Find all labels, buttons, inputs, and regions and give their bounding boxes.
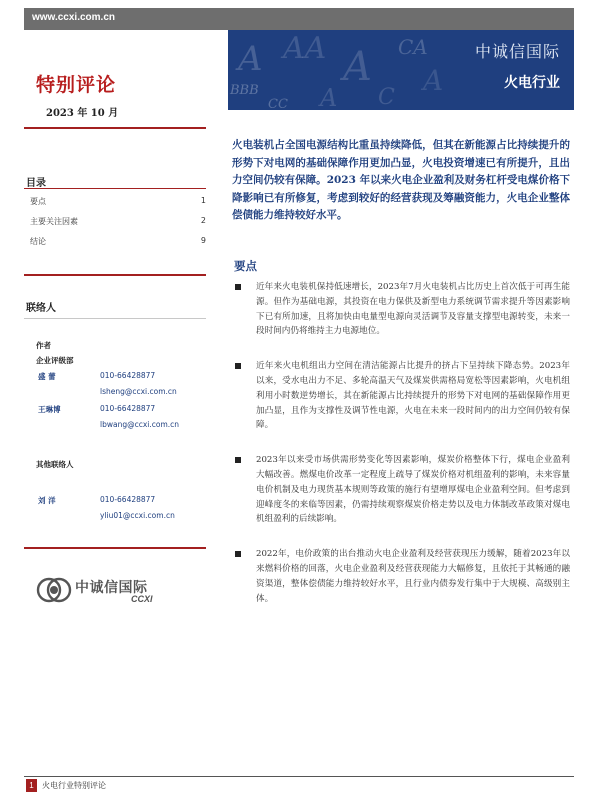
key-point-text: 近年来火电装机保持低速增长，2023年7月火电装机占比历史上首次低于可再生能源。但作为基础电源，其投资在电力保供及新型电力系统调节需求提升等因素影响下已有所加速，且将加快由电量型电源向灵活调节及容量支撑型电源转变，未来一段时间内仍将维持主力电源地位。 xyxy=(256,282,570,337)
contact-phone: 010-66428877 xyxy=(100,495,156,504)
author-email[interactable]: lbwang@ccxi.com.cn xyxy=(100,420,180,429)
sidebar-divider xyxy=(24,547,206,549)
summary-paragraph: 火电装机占全国电源结构比重虽持续降低，但其在新能源占比持续提升的形势下对电网的基础保障作用更加凸显，火电投资增速已有所提升，且出力空间仍较有保障。2023 年以来火电企业盈利及财务杠杆受电煤价格下降影响已有所修复，考虑到较好的经营获现及筹融资能力，火电企业整体偿债能力维持较好水平。 xyxy=(232,139,570,221)
toc-item-label: 要点 xyxy=(30,197,46,206)
banner-letter: A xyxy=(238,39,263,79)
toc-item-page: 9 xyxy=(200,236,206,245)
banner-letter: CC xyxy=(268,97,288,110)
author-name: 盛 蕾 xyxy=(38,372,56,381)
header-banner xyxy=(228,30,574,110)
bullet-square-icon xyxy=(235,284,241,290)
department-label: 企业评级部 xyxy=(36,356,74,365)
sidebar-divider xyxy=(24,274,206,276)
page-number: 1 xyxy=(26,779,37,792)
toc-item[interactable] xyxy=(30,196,206,216)
logo-text-en: CCXI xyxy=(131,594,153,604)
site-url[interactable]: www.ccxi.com.cn xyxy=(32,12,115,23)
top-url-bar xyxy=(24,8,574,30)
toc-item-label: 结论 xyxy=(30,237,46,246)
banner-industry: 火电行业 xyxy=(504,75,560,91)
list-item xyxy=(234,359,570,433)
banner-letter: A xyxy=(343,44,372,90)
toc-item[interactable] xyxy=(30,236,206,256)
author-phone: 010-66428877 xyxy=(100,371,156,380)
bullet-square-icon xyxy=(235,551,241,557)
footer-title: 火电行业特别评论 xyxy=(42,781,106,790)
key-points-list xyxy=(234,280,570,606)
author-email[interactable]: lsheng@ccxi.com.cn xyxy=(100,387,177,396)
footer-divider xyxy=(24,776,574,777)
toc-title: 目录 xyxy=(26,178,46,189)
banner-letter: BBB xyxy=(230,83,259,98)
report-type: 特别评论 xyxy=(36,74,117,96)
banner-letter: AA xyxy=(283,31,327,66)
author-phone: 010-66428877 xyxy=(100,404,156,413)
key-point-text: 2023年以来受市场供需形势变化等因素影响，煤炭价格整体下行，煤电企业盈利大幅改善。燃煤电价改革一定程度上疏导了煤炭价格对机组盈利的影响，未来容量电价机制及电力现货基本规则等政策的施行有望增厚煤电企业盈利空间。但考虑到迎峰度冬的来临等因素，仍需持续观察煤炭价格走势以及电力体制改革政策对煤电机组盈利的后续影响。 xyxy=(256,455,570,525)
toc-item-page: 2 xyxy=(200,216,206,225)
sidebar-divider xyxy=(24,127,206,129)
banner-letter: C xyxy=(378,85,395,110)
bullet-square-icon xyxy=(235,457,241,463)
authors-label: 作者 xyxy=(36,341,51,350)
rating-letters-decoration xyxy=(228,30,458,110)
contacts-divider xyxy=(24,318,206,319)
contact-email[interactable]: yliu01@ccxi.com.cn xyxy=(100,511,175,520)
toc-item-label: 主要关注因素 xyxy=(30,217,78,226)
toc-item[interactable] xyxy=(30,216,206,236)
key-points-title: 要点 xyxy=(234,259,257,273)
banner-brand-name: 中诚信国际 xyxy=(474,42,560,61)
contacts-title: 联络人 xyxy=(26,303,56,314)
ccxi-logo-icon xyxy=(36,575,72,605)
toc-item-page: 1 xyxy=(200,196,206,205)
key-point-text: 近年来火电机组出力空间在清洁能源占比提升的挤占下呈持续下降态势。2023年以来，受水电出力不足、多轮高温天气及煤炭供需格局宽松等因素影响，火电机组利用小时数逆势增长，其在新能源占比持续提升的形势下对电网的基础保障作用更加凸显，且作为支撑性及调节性电源，火电在未来一段时间内的出力空间仍较有保障。 xyxy=(256,361,570,431)
table-of-contents xyxy=(30,196,206,256)
key-point-text: 2022年，电价政策的出台推动火电企业盈利及经营获现压力缓解，随着2023年以来燃料价格的回落，火电企业盈利及经营获现能力大幅修复，且依托于其畅通的融资渠道，整体偿债能力维持较好水平，且行业内债券发行集中于大规模、高级别主体。 xyxy=(256,549,570,604)
banner-letter: A xyxy=(320,84,338,110)
list-item xyxy=(234,280,570,339)
list-item xyxy=(234,453,570,527)
company-logo xyxy=(36,574,166,608)
report-date: 2023 年 10 月 xyxy=(46,108,119,119)
other-contacts-label: 其他联络人 xyxy=(36,460,74,469)
author-name: 王琳博 xyxy=(38,405,61,414)
toc-divider xyxy=(24,188,206,189)
list-item xyxy=(234,547,570,606)
logo-text-cn: 中诚信国际 xyxy=(75,580,148,596)
banner-letter: CA xyxy=(398,35,428,59)
contact-name: 刘 洋 xyxy=(38,496,56,505)
bullet-square-icon xyxy=(235,363,241,369)
banner-letter: A xyxy=(423,64,444,97)
